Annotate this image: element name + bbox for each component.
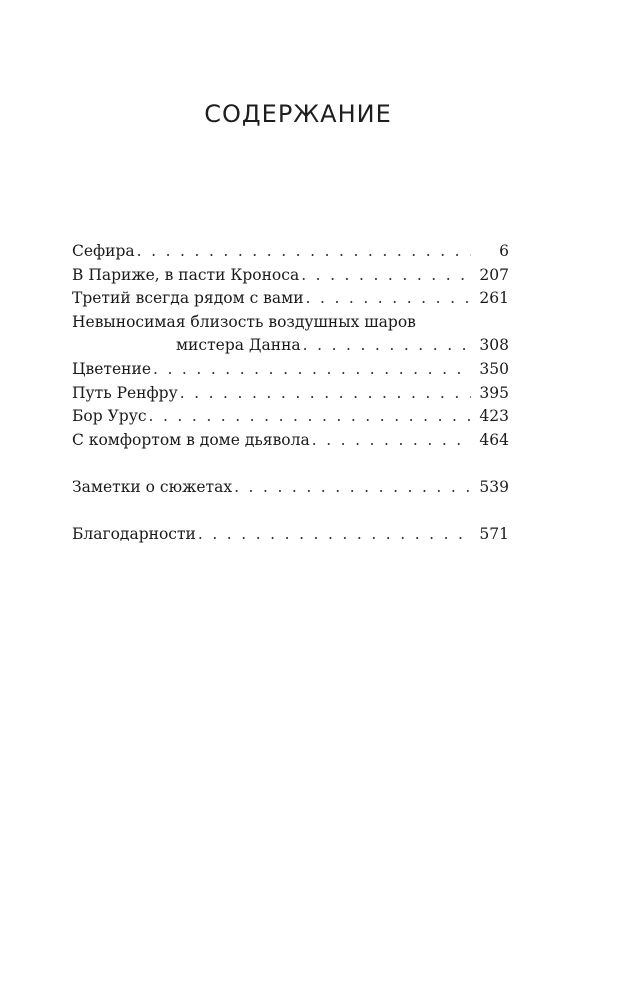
toc-leader-dots — [312, 429, 471, 453]
toc-entry-page: 261 — [479, 289, 509, 308]
toc-leader-dots — [234, 476, 471, 500]
toc-entry-title: Третий всегда рядом с вами — [72, 289, 304, 308]
toc-entry[interactable] — [72, 287, 509, 311]
toc-entry-notes[interactable] — [72, 476, 509, 500]
toc-entry-page: 207 — [479, 265, 509, 284]
toc-entry-title: С комфортом в доме дьявола — [72, 430, 310, 449]
toc-entry-page: 6 — [499, 242, 509, 260]
toc-leader-dots — [306, 287, 471, 311]
toc-entry-title: Бор Урус — [72, 407, 147, 426]
toc-entry-page: 308 — [479, 336, 509, 355]
toc-entry[interactable] — [72, 382, 509, 406]
toc-entry-page: 395 — [479, 383, 509, 402]
toc-entry-title: Благодарности — [72, 525, 196, 544]
toc-entry-title: Путь Ренфру — [72, 383, 178, 402]
toc-entry-page: 464 — [479, 430, 509, 449]
toc-leader-dots — [149, 405, 472, 429]
toc-entry-title: Заметки о сюжетах — [72, 477, 233, 496]
toc-leader-dots — [303, 334, 471, 358]
page-title: СОДЕРЖАНИЕ — [204, 100, 392, 129]
toc-leader-dots — [198, 523, 471, 547]
toc-entry-title: Цветение — [72, 359, 151, 378]
toc-entry-multiline[interactable] — [72, 311, 509, 358]
toc-entry[interactable] — [72, 405, 509, 429]
toc-entry-page: 423 — [479, 407, 509, 426]
toc-leader-dots — [180, 382, 471, 406]
toc-entry[interactable] — [72, 358, 509, 382]
toc-entry-page: 350 — [479, 359, 509, 378]
toc-entry-thanks[interactable] — [72, 523, 509, 547]
table-of-contents — [72, 240, 509, 547]
toc-entry-title: В Париже, в пасти Кроноса — [72, 265, 300, 284]
toc-entry-title-line1: Невыносимая близость воздушных шаров — [72, 312, 416, 331]
toc-entry[interactable] — [72, 264, 509, 288]
toc-entry[interactable] — [72, 429, 509, 453]
toc-entry-title-line2: мистера Данна — [176, 336, 301, 355]
toc-leader-dots — [137, 240, 471, 264]
toc-leader-dots — [301, 264, 471, 288]
toc-entry[interactable] — [72, 240, 509, 264]
toc-leader-dots — [153, 358, 471, 382]
toc-entry-page: 571 — [479, 525, 509, 544]
toc-entry-title: Сефира — [72, 242, 135, 260]
toc-entry-page: 539 — [479, 477, 509, 496]
